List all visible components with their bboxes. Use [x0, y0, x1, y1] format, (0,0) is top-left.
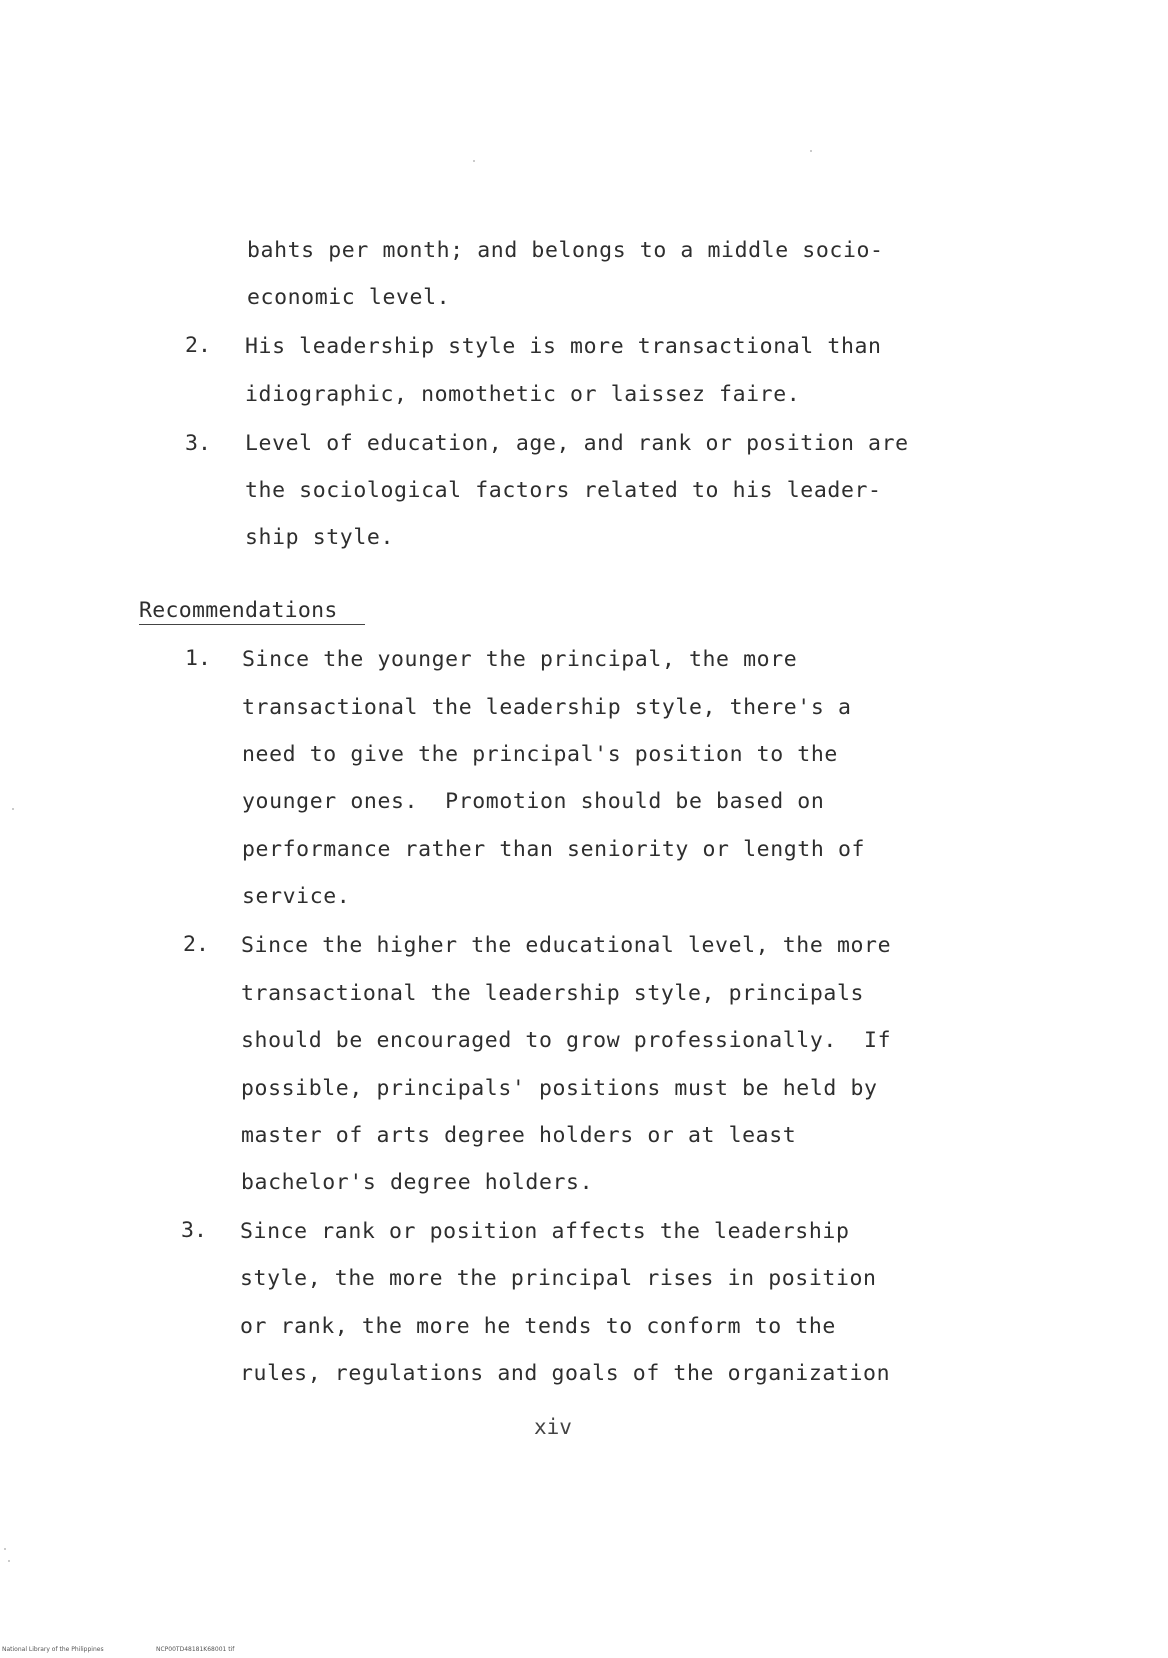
heading-underline [139, 624, 365, 625]
recommendation-1-line-1: Since the younger the principal, the more [242, 647, 798, 672]
recommendation-3-line-4: rules, regulations and goals of the organization [240, 1361, 891, 1386]
finding-3-line-3: ship style. [245, 525, 394, 550]
scan-speck [473, 160, 475, 162]
page-number: xiv [534, 1415, 572, 1439]
finding-3-line-2: the sociological factors related to his leader- [245, 478, 882, 503]
footer-library: National Library of the Philippines [2, 1646, 104, 1653]
recommendation-3-number: 3. [181, 1218, 207, 1243]
recommendation-1-line-2: transactional the leadership style, there's a [242, 695, 852, 720]
scan-speck [4, 1548, 6, 1550]
recommendation-2-line-5: master of arts degree holders or at least [241, 1123, 797, 1148]
finding-3-line-1: Level of education, age, and rank or position are [245, 431, 909, 456]
footer-file: NCP00TD48181K68001 tif [156, 1646, 235, 1653]
recommendation-2-line-4: possible, principals' positions must be held by [241, 1076, 878, 1101]
recommendation-2-line-1: Since the higher the educational level, the more [241, 933, 892, 958]
finding-3-number: 3. [185, 431, 211, 456]
recommendation-1-number: 1. [185, 646, 211, 671]
recommendation-2-number: 2. [183, 932, 209, 957]
scan-speck [810, 150, 812, 152]
scan-speck [12, 808, 14, 810]
recommendation-1-line-6: service. [242, 884, 351, 909]
scan-speck [8, 1560, 10, 1562]
finding-2-line-2: idiographic, nomothetic or laissez faire. [245, 382, 801, 407]
recommendation-3-line-1: Since rank or position affects the leadership [240, 1219, 850, 1244]
recommendation-1-line-5: performance rather than seniority or length of [242, 837, 866, 862]
recommendation-2-line-6: bachelor's degree holders. [241, 1170, 594, 1195]
finding-2-line-1: His leadership style is more transactional than [245, 334, 882, 359]
recommendation-2-line-3: should be encouraged to grow professionally. If [241, 1028, 892, 1053]
continuation-line-2: economic level. [247, 285, 451, 310]
continuation-line-1: bahts per month; and belongs to a middle socio- [247, 238, 884, 263]
finding-2-number: 2. [185, 333, 211, 358]
recommendation-2-line-2: transactional the leadership style, principals [241, 981, 865, 1006]
recommendation-1-line-4: younger ones. Promotion should be based on [242, 789, 825, 814]
recommendation-1-line-3: need to give the principal's position to the [242, 742, 838, 767]
recommendation-3-line-3: or rank, the more he tends to conform to the [240, 1314, 836, 1339]
recommendations-heading: Recommendations [139, 598, 338, 623]
recommendation-3-line-2: style, the more the principal rises in position [240, 1266, 877, 1291]
